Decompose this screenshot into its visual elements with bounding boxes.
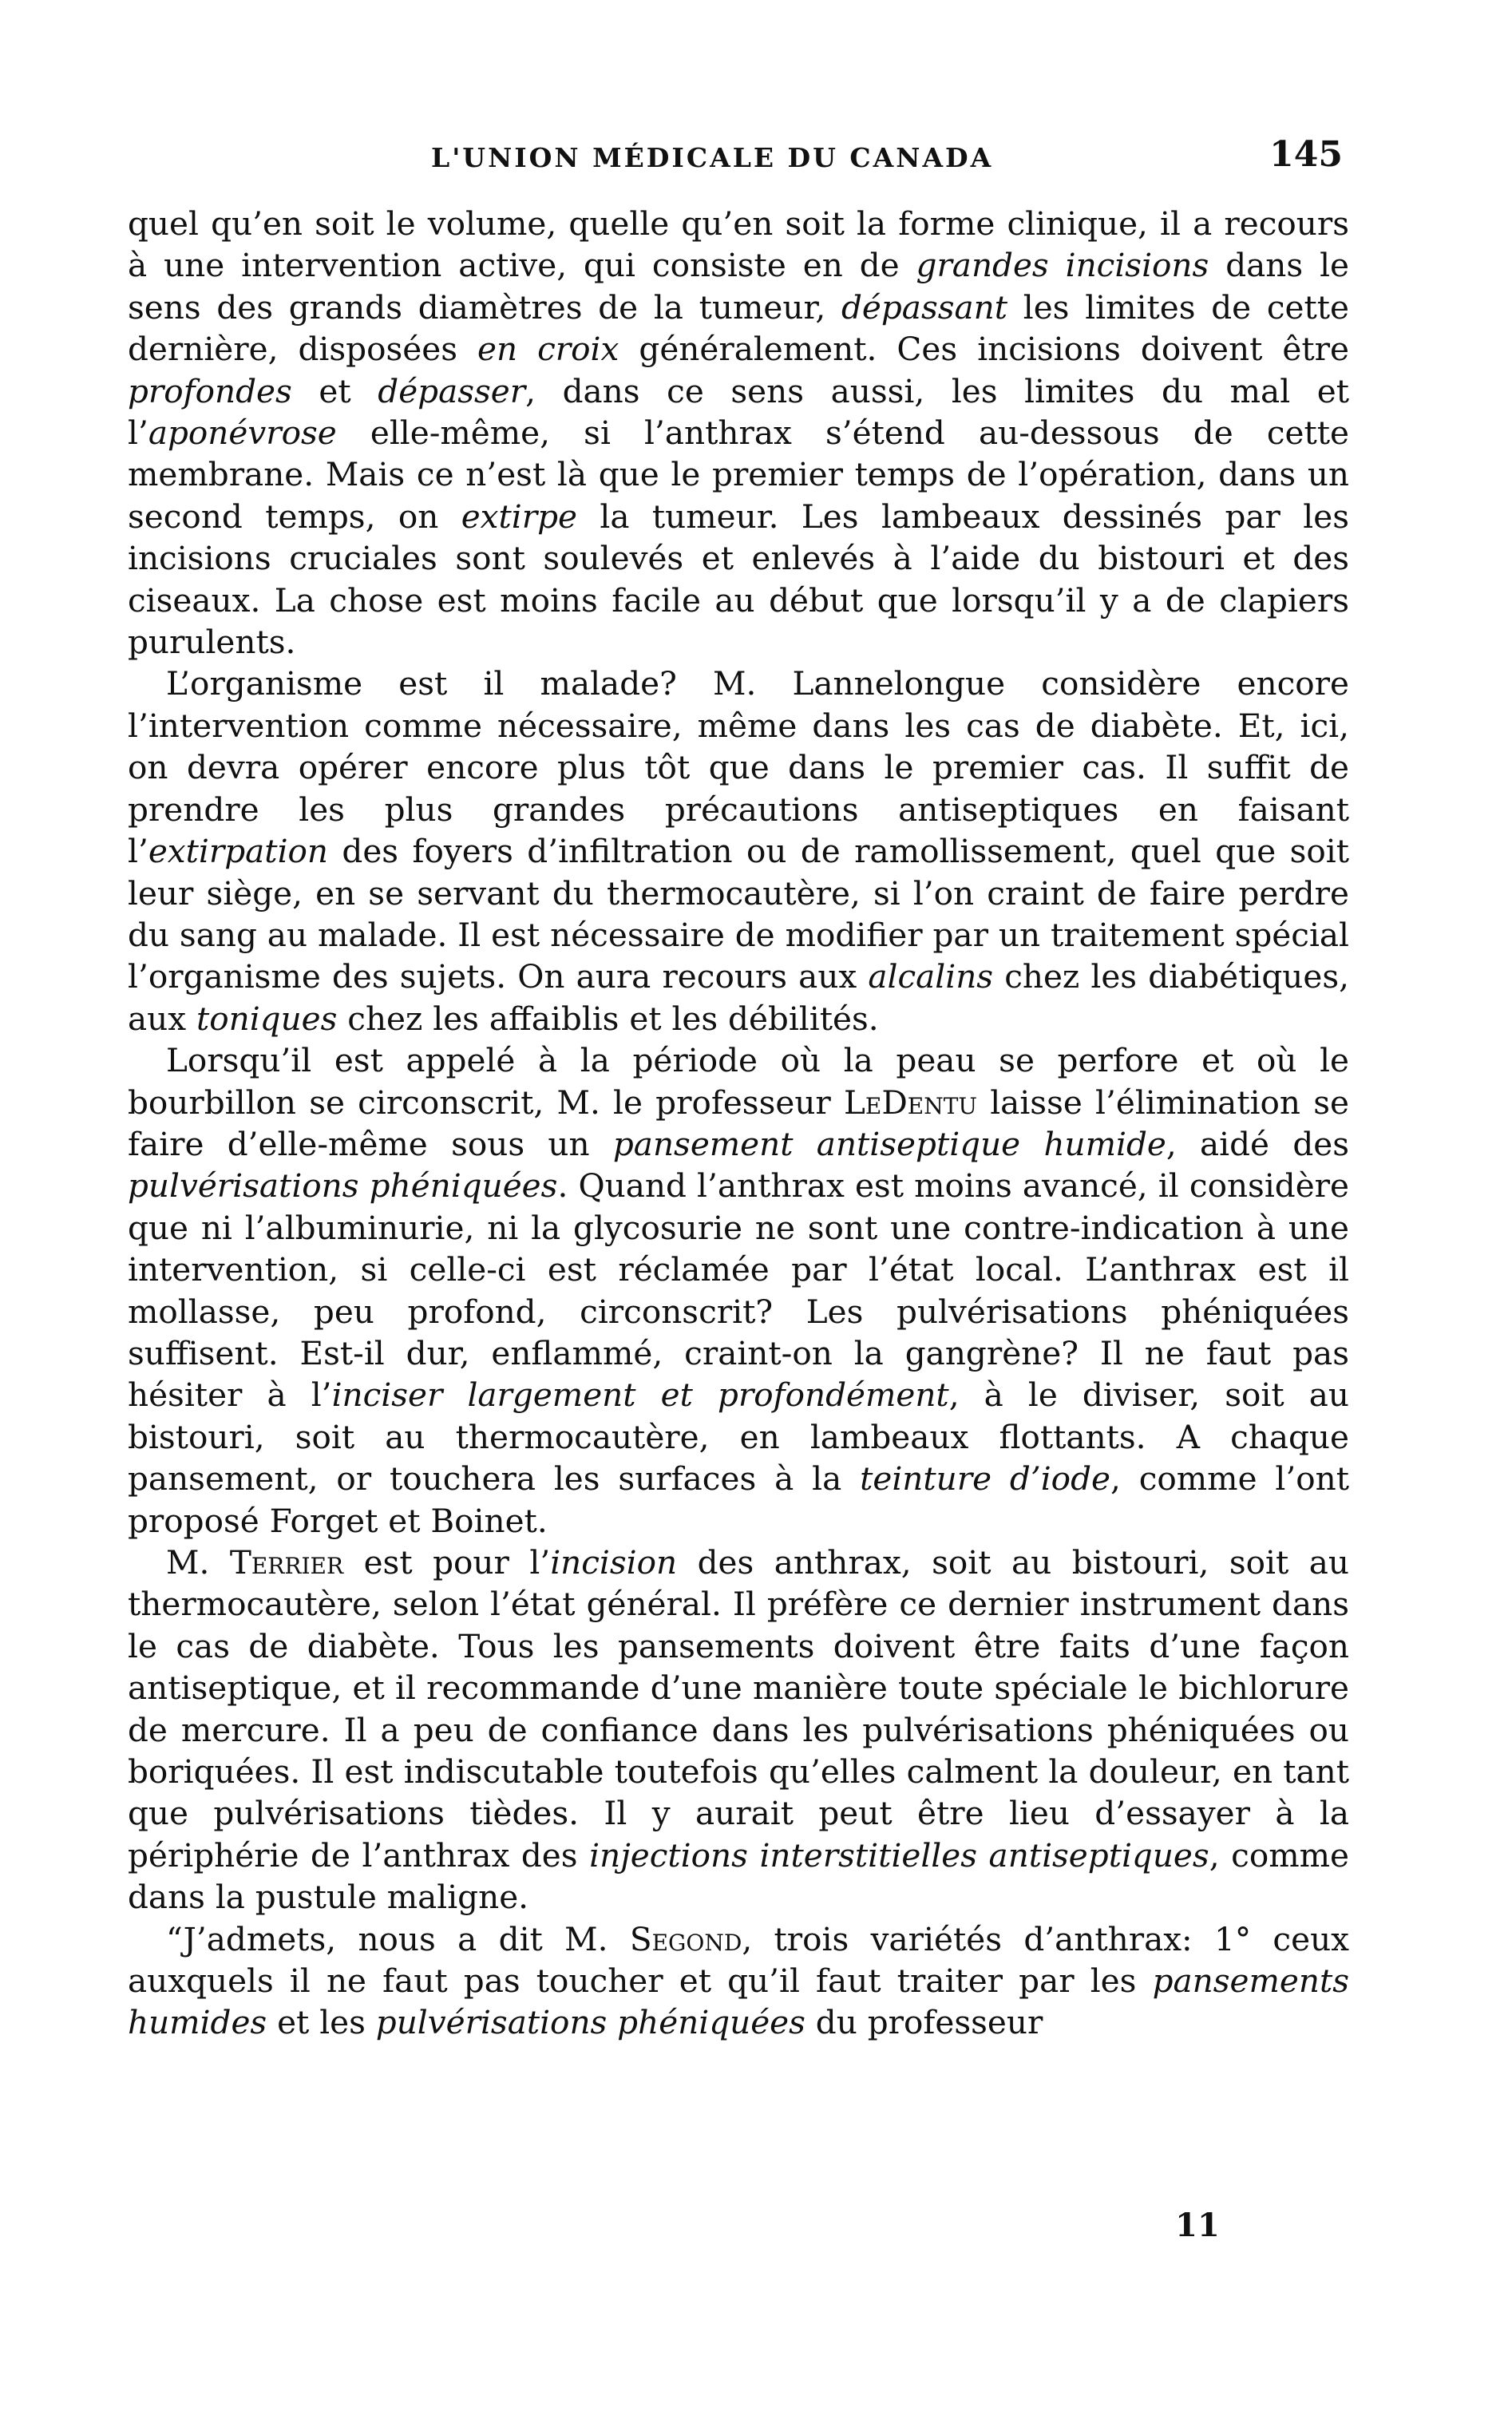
text-run: elle-même, si l’anthrax s’étend au-dessous de cette membrane. Mais ce n’est là que le premier temps de l’opération, dans un second temps, on (128, 414, 1349, 536)
text-run: , comme l’ont proposé Forget et Boinet. (128, 1459, 1349, 1540)
italic-run: en croix (477, 330, 619, 369)
paragraph-5 (128, 1918, 1349, 2044)
text-run: L’organisme est il malade? M. Lannelongue considère encore l’intervention comme nécessaire, même dans les cas de diabète. Et, ici, on devra opérer encore plus tôt que dans le premier cas. Il suffit de prendre les plus grandes précautions antiseptiques en faisant l’ (128, 664, 1349, 871)
text-run: est pour l’ (343, 1543, 551, 1582)
italic-run: pansement antiseptique humide (612, 1124, 1166, 1163)
italic-run: pansements humides (128, 1962, 1349, 2042)
text-run: et (291, 371, 378, 410)
paragraph-2 (128, 663, 1349, 1039)
text-run: du professeur (805, 2003, 1043, 2042)
running-head: L'UNION MÉDICALE DU CANADA (431, 142, 994, 173)
text-run: des foyers d’infiltration ou de ramollissement, quel que soit leur siège, en se servant du thermocautère, si l’on craint de faire perdre du sang au malade. Il est nécessaire de modifier par un traitement spécial l’organisme des sujets. On aura recours aux (128, 832, 1349, 996)
text-run: des anthrax, soit au bistouri, soit au thermocautère, selon l’état général. Il préfère ce dernier instrument dans le cas de diabète. Tous les pansements doivent être faits d’une façon antiseptique, et il recommande d’une manière toute spéciale le bichlorure de mercure. Il a peu de confiance dans les pulvérisations phéniquées ou boriquées. Il est indiscutable toutefois qu’elles calment la douleur, en tant que pulvérisations tièdes. Il y aurait peut être lieu d’essayer à la périphérie de l’anthrax des (128, 1543, 1349, 1875)
text-run: et les (267, 2003, 376, 2042)
text-run: , à le diviser, soit au bistouri, soit au thermocautère, en lambeaux flottants. A chaque pansement, or touchera les surfaces à la (128, 1376, 1349, 1498)
page-number: 145 (1269, 134, 1343, 175)
text-run: , trois variétés d’anthrax: 1° ceux auxquels il ne faut pas toucher et qu’il faut traiter par les (128, 1919, 1349, 2001)
italic-run: pulvérisations phéniquées (128, 1166, 558, 1206)
text-run: les limites de cette dernière, disposées (128, 287, 1349, 369)
person-name: Terrier (229, 1543, 344, 1582)
paragraph-1 (128, 203, 1349, 663)
text-run: chez les affaiblis et les débilités. (337, 999, 879, 1038)
italic-run: pulvérisations phéniquées (375, 2003, 805, 2042)
italic-run: extirpation (148, 832, 328, 871)
italic-run: dépasser (378, 371, 526, 410)
text-run: chez les diabétiques, aux (128, 957, 1349, 1038)
italic-run: extirpe (461, 497, 578, 536)
italic-run: teinture d’iode (860, 1459, 1110, 1498)
italic-run: profondes (128, 371, 292, 410)
text-run: M. (166, 1543, 230, 1582)
italic-run: dépassant (841, 287, 1008, 327)
person-name: LeDentu (843, 1083, 978, 1122)
text-run: laisse l’élimination se faire d’elle-même sous un (128, 1083, 1349, 1163)
italic-run: toniques (196, 999, 338, 1038)
text-run: , aidé des (1166, 1124, 1349, 1163)
text-run: Lorsqu’il est appelé à la période où la peau se perfore et où le bourbillon se circonscrit, M. le professeur (128, 1041, 1349, 1122)
text-run: la tumeur. Les lambeaux dessinés par les incisions cruciales sont soulevés et enlevés à l’aide du bistouri et des ciseaux. La chose est moins facile au début que lorsqu’il y a de clapiers purulents. (128, 497, 1349, 662)
text-run: généralement. Ces incisions doivent être (619, 330, 1349, 369)
text-run: quel qu’en soit le volume, quelle qu’en soit la forme clinique, il a recours à une intervention active, qui consiste en de (128, 204, 1349, 285)
italic-run: incision (550, 1543, 678, 1582)
italic-run: inciser largement et profondément (331, 1376, 949, 1415)
paragraph-3 (128, 1039, 1349, 1542)
body-text (128, 203, 1349, 2044)
italic-run: grandes incisions (916, 246, 1209, 285)
signature-mark: 11 (1175, 2207, 1220, 2244)
person-name: Segond (629, 1919, 742, 1958)
italic-run: aponévrose (148, 414, 337, 453)
italic-run: alcalins (868, 957, 994, 996)
text-run: . Quand l’anthrax est moins avancé, il considère que ni l’albuminurie, ni la glycosurie ne sont une contre-indication à une intervention, si celle-ci est réclamée par l’état local. L’anthrax est il mollasse, peu profond, circonscrit? Les pulvérisations phéniquées suffisent. Est-il dur, enflammé, craint-on la gangrène? Il ne faut pas hésiter à l’ (128, 1166, 1349, 1415)
paragraph-4 (128, 1542, 1349, 1918)
italic-run: injections interstitielles antiseptiques (589, 1835, 1209, 1875)
text-run: , dans ce sens aussi, les limites du mal et l’ (128, 371, 1349, 453)
text-run: “J’admets, nous a dit M. (166, 1919, 630, 1958)
text-run: dans le sens des grands diamètres de la tumeur, (128, 246, 1349, 327)
text-run: , comme dans la pustule maligne. (128, 1835, 1349, 1917)
